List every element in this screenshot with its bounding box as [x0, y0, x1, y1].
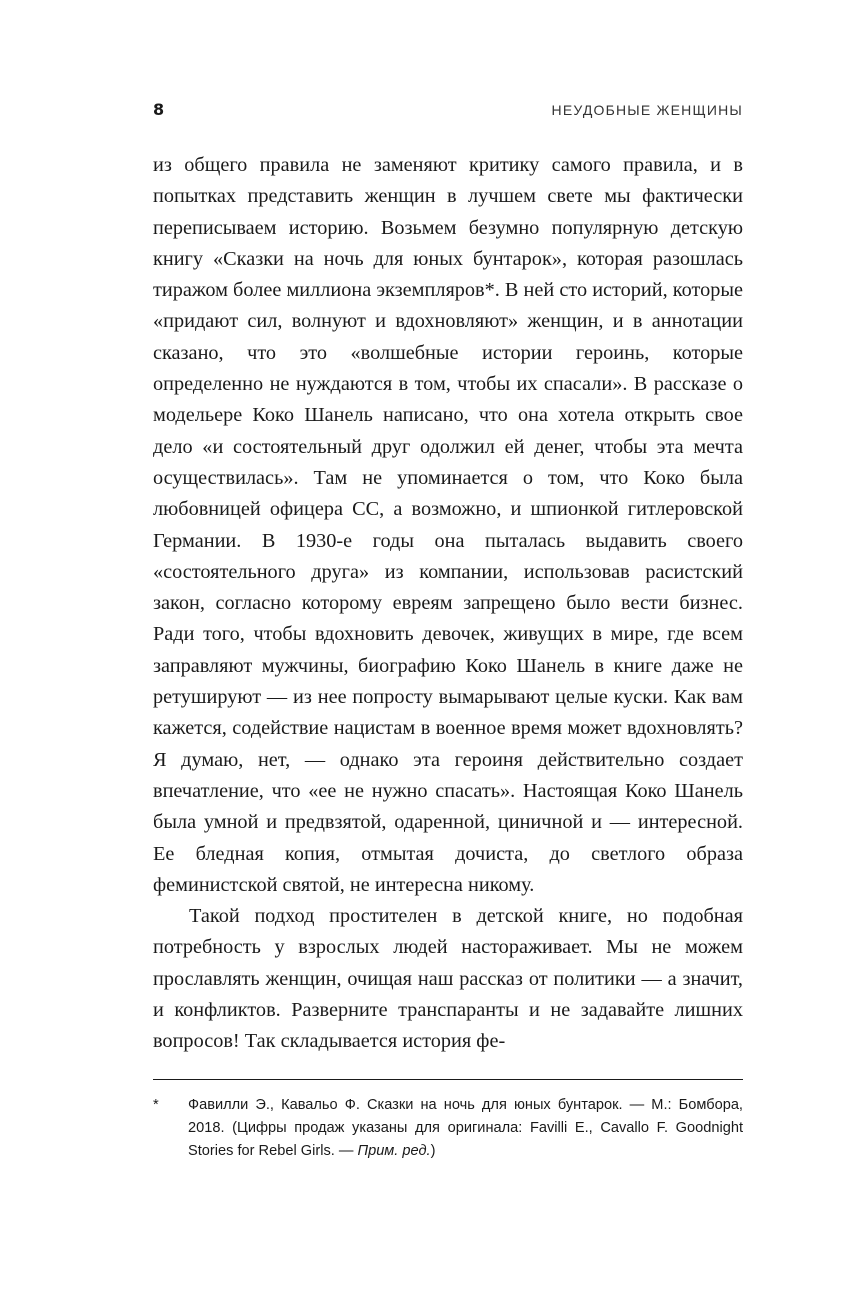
running-title: НЕУДОБНЫЕ ЖЕНЩИНЫ — [551, 102, 743, 118]
page-number: 8 — [153, 100, 165, 119]
footnote-text — [188, 1094, 743, 1163]
running-head — [153, 98, 743, 122]
footnote-citation: Фавилли Э., Кавальо Ф. Сказки на ночь для юных бунтарок. — М.: Бомбора, 2018. (Цифры продаж указаны для оригинала: Favilli E., Cavallo F. Goodnight Stories for Rebel Girls. — — [188, 1097, 743, 1159]
body-text — [153, 150, 743, 1058]
paragraph: Такой подход простителен в детской книге, но подобная потребность у взрослых людей настораживает. Мы не можем прославлять женщин, очищая наш рассказ от политики — а значит, и конфликтов. Разверните транспаранты и не задавайте лишних вопросов! Так складывается история фе- — [153, 905, 743, 1053]
editor-note: Прим. ред. — [357, 1143, 431, 1159]
paragraph: из общего правила не заменяют критику самого правила, и в попытках представить женщин в лучшем свете мы фактически переписываем историю. Возьмем безумно популярную детскую книгу «Сказки на ночь для юных бунтарок», которая разошлась тиражом более миллиона экземпляров*. В ней сто историй, которые «придают сил, волнуют и вдохновляют» женщин, и в аннотации сказано, что это «волшебные истории героинь, которые определенно не нуждаются в том, чтобы их спасали». В рассказе о модельере Коко Шанель написано, что она хотела открыть свое дело «и состоятельный друг одолжил ей денег, чтобы эта мечта осуществилась». Там не упоминается о том, что Коко была любовницей офицера СС, а возможно, и шпионкой гитлеровской Германии. В 1930-е годы она пыталась выдавить своего «состоятельного друга» из компании, использовав расистский закон, согласно которому евреям запрещено было вести бизнес. Ради того, чтобы вдохновить девочек, живущих в мире, где всем заправляют мужчины, биографию Коко Шанель в книге даже не ретушируют — из нее попросту вымарывают целые куски. Как вам кажется, содействие нацистам в военное время может вдохновлять? Я думаю, нет, — однако эта героиня действительно создает впечатление, что «ее не нужно спасать». Настоящая Коко Шанель была умной и предвзятой, одаренной, циничной и — интересной. Ее бледная копия, отмытая дочиста, до светлого образа феминистской святой, не интересна никому. — [153, 154, 743, 896]
footnote-mark: * — [153, 1097, 159, 1113]
footnote — [153, 1094, 743, 1163]
footnote-divider — [153, 1079, 743, 1080]
footnote-closing: ) — [430, 1143, 436, 1159]
